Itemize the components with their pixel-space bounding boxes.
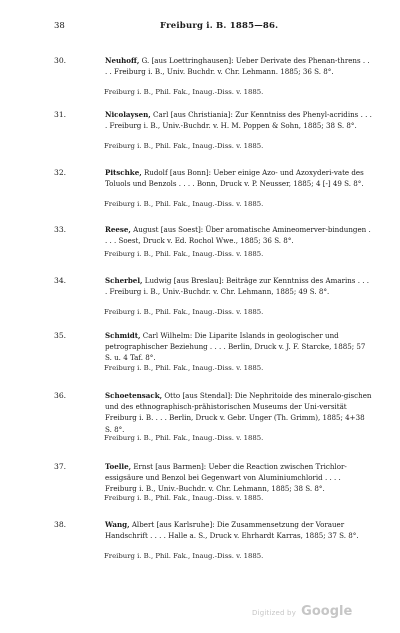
entry-text bbox=[105, 224, 373, 246]
author-name: Schmidt, bbox=[105, 331, 141, 340]
entry-number: 36. bbox=[54, 391, 67, 400]
entry-body: Ludwig [aus Breslau]: Beiträge zur Kenntniss des Amarins . . . . Freiburg i. B., Univ.-Buchdr. v. Chr. Lehmann, 1885; 49 S. 8°. bbox=[105, 276, 369, 297]
faculty-note: Freiburg i. B., Phil. Fak., Inaug.-Diss. v. 1885. bbox=[104, 552, 264, 560]
entry-text bbox=[105, 330, 373, 364]
faculty-note: Freiburg i. B., Phil. Fak., Inaug.-Diss. v. 1885. bbox=[104, 200, 264, 208]
author-name: Schoetensack, bbox=[105, 391, 163, 400]
entry-text bbox=[105, 275, 373, 297]
entry-number: 37. bbox=[54, 462, 67, 471]
faculty-note: Freiburg i. B., Phil. Fak., Inaug.-Diss. v. 1885. bbox=[104, 494, 264, 502]
entry-number: 38. bbox=[54, 520, 67, 529]
entry-number: 30. bbox=[54, 56, 67, 65]
author-name: Scherbel, bbox=[105, 276, 143, 285]
entry-body: Rudolf [aus Bonn]: Ueber einige Azo- und Azoxyderi-vate des Toluols und Benzols . . . . Bonn, Druck v. P. Neusser, 1885; 4 [-] 49 S. 8°. bbox=[105, 168, 364, 189]
entry-number: 35. bbox=[54, 331, 67, 340]
entry-text bbox=[105, 390, 373, 435]
digitization-watermark bbox=[252, 600, 352, 619]
faculty-note: Freiburg i. B., Phil. Fak., Inaug.-Diss. v. 1885. bbox=[104, 308, 264, 316]
entry-body: Otto [aus Stendal]: Die Nephritoide des mineralo-gischen und des ethnographisch-prähistorischen Museums der Uni-versität Freiburg i. B. . . . Berlin, Druck v. Gebr. Unger (Th. Grimm), 1885; 4+38 S. 8°. bbox=[105, 391, 372, 434]
entry-body: Ernst [aus Barmen]: Ueber die Reaction zwischen Trichlor-essigsäure und Benzol bei Gegenwart von Aluminiumchlorid . . . . Freiburg i. B., Univ.-Buchdr. v. Chr. Lehmann, 1885; 38 S. 8°. bbox=[105, 462, 347, 494]
entry-text bbox=[105, 167, 373, 189]
author-name: Reese, bbox=[105, 225, 131, 234]
entry-number: 33. bbox=[54, 225, 67, 234]
entry-body: Albert [aus Karlsruhe]: Die Zusammensetzung der Vorauer Handschrift . . . . Halle a. S., Druck v. Ehrhardt Karras, 1885; 37 S. 8°. bbox=[105, 520, 359, 541]
page-number: 38 bbox=[54, 21, 65, 31]
entry-text bbox=[105, 461, 373, 495]
entry-number: 34. bbox=[54, 276, 67, 285]
faculty-note: Freiburg i. B., Phil. Fak., Inaug.-Diss. v. 1885. bbox=[104, 434, 264, 442]
watermark-prefix: Digitized by bbox=[252, 609, 297, 617]
page-header bbox=[54, 21, 360, 33]
author-name: Wang, bbox=[105, 520, 130, 529]
faculty-note: Freiburg i. B., Phil. Fak., Inaug.-Diss. v. 1885. bbox=[104, 88, 264, 96]
entry-text bbox=[105, 55, 373, 77]
faculty-note: Freiburg i. B., Phil. Fak., Inaug.-Diss. v. 1885. bbox=[104, 250, 264, 258]
author-name: Nicolaysen, bbox=[105, 110, 151, 119]
entry-number: 31. bbox=[54, 110, 67, 119]
google-logo: Google bbox=[301, 604, 353, 619]
entry-text bbox=[105, 519, 373, 541]
entry-number: 32. bbox=[54, 168, 67, 177]
entry-text bbox=[105, 109, 373, 131]
entry-body: August [aus Soest]: Über aromatische Amineomerver-bindungen . . . . Soest, Druck v. Ed. Rochol Wwe., 1885; 36 S. 8°. bbox=[105, 225, 371, 246]
entry-body: Carl [aus Christiania]: Zur Kenntniss des Phenyl-acridins . . . . Freiburg i. B., Univ.-Buchdr. v. H. M. Poppen & Sohn, 1885; 38 S. 8°. bbox=[105, 110, 372, 131]
author-name: Pitschke, bbox=[105, 168, 142, 177]
author-name: Neuhoff, bbox=[105, 56, 140, 65]
faculty-note: Freiburg i. B., Phil. Fak., Inaug.-Diss. v. 1885. bbox=[104, 142, 264, 150]
faculty-note: Freiburg i. B., Phil. Fak., Inaug.-Diss. v. 1885. bbox=[104, 364, 264, 372]
author-name: Toelle, bbox=[105, 462, 132, 471]
entry-body: Carl Wilhelm: Die Liparite Islands in geologischer und petrographischer Beziehung . . . . Berlin, Druck v. J. F. Starcke, 1885; 57 S. u. 4 Taf. 8°. bbox=[105, 331, 366, 363]
running-title: Freiburg i. B. 1885—86. bbox=[160, 21, 279, 31]
entry-body: G. [aus Loettringhausen]: Ueber Derivate des Phenan-threns . . . . Freiburg i. B., Univ. Buchdr. v. Chr. Lehmann. 1885; 36 S. 8°. bbox=[105, 56, 370, 77]
